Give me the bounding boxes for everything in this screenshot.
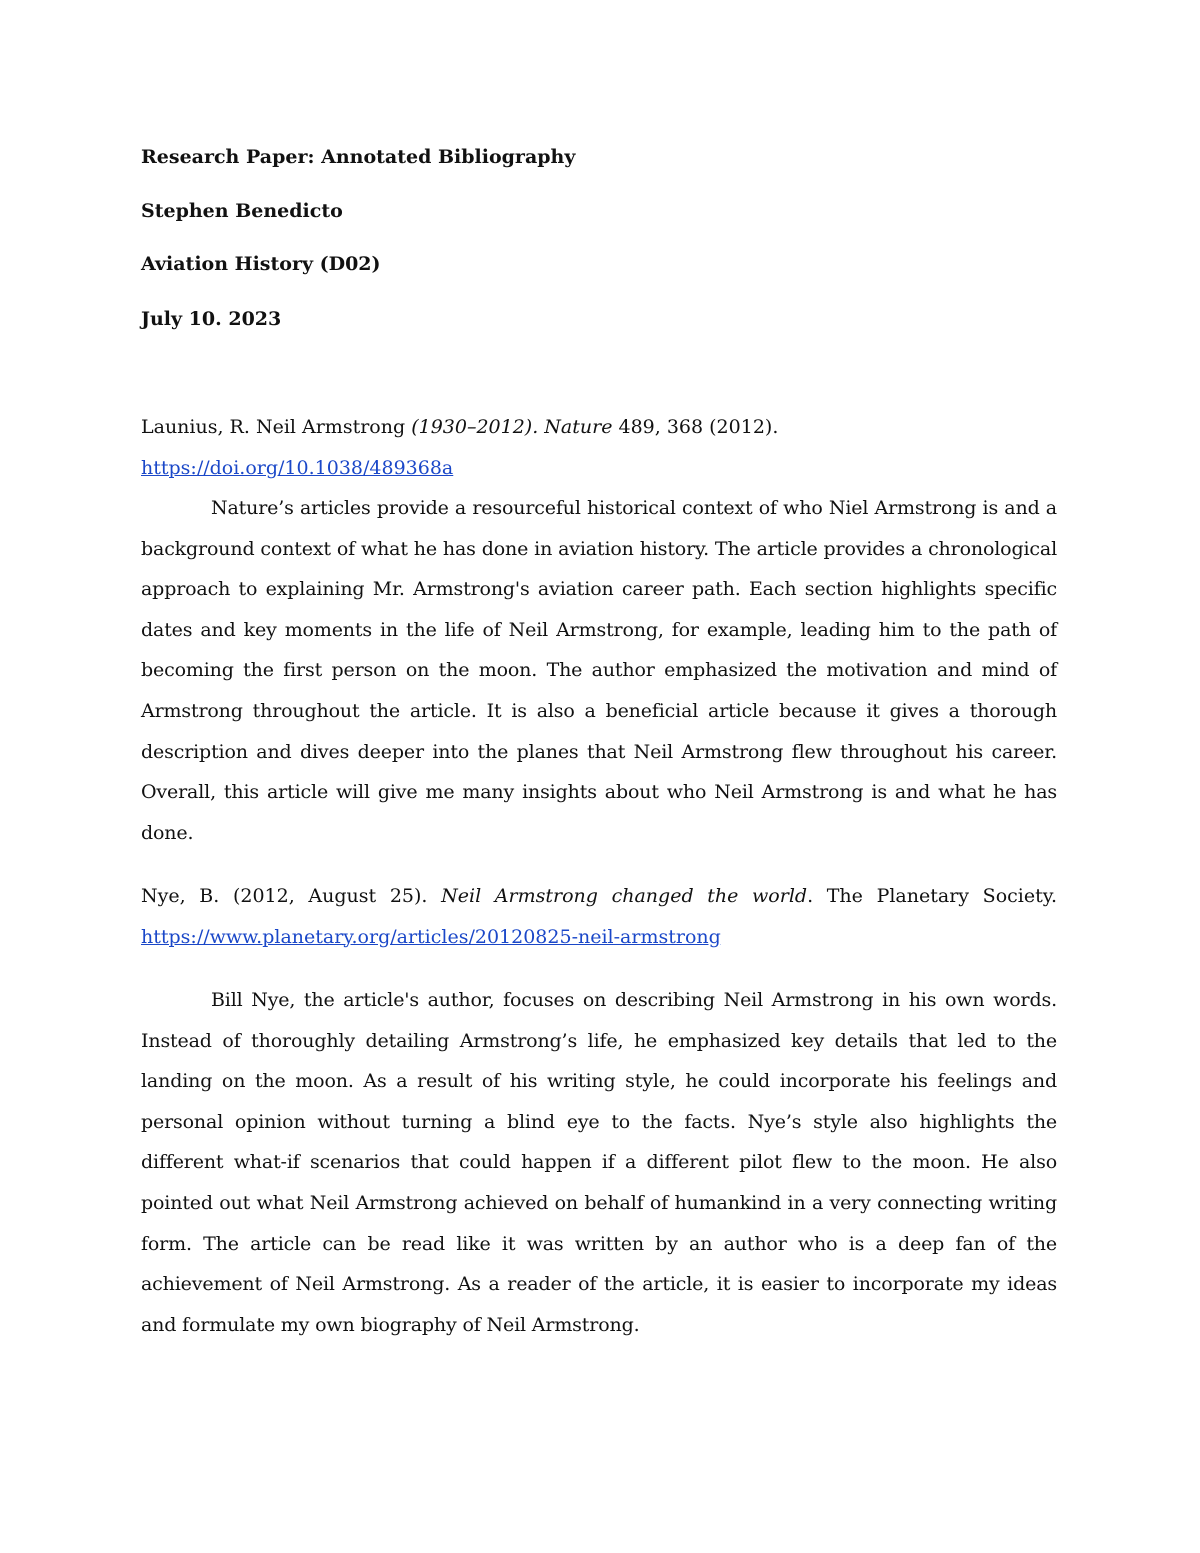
annotation-2: Bill Nye, the article's author, focuses on describing Neil Armstrong in his own words. Instead of thoroughly detailing Armstrong’s life, he emphasized key details that led to the landing on the moon. As a result of his writing style, he could incorporate his feelings and personal opinion without turning a blind eye to the facts. Nye’s style also highlights the different what-if scenarios that could happen if a different pilot flew to the moon. He also pointed out what Neil Armstrong achieved on behalf of humankind in a very connecting writing form. The article can be read like it was written by an author who is a deep fan of the achievement of Neil Armstrong. As a reader of the article, it is easier to incorporate my ideas and formulate my own biography of Neil Armstrong. [141,989,1057,1336]
citation-2-title: Neil Armstrong changed the world [441,885,808,907]
citation-2-author: Nye, B. (2012, August 25). [141,885,442,907]
paper-date: July 10. 2023 [141,308,282,330]
author-name: Stephen Benedicto [141,200,343,222]
citation-1-source: (1930–2012). Nature [411,416,613,438]
citation-1-link[interactable]: https://doi.org/10.1038/489368a [141,456,454,479]
citation-1-details: 489, 368 (2012). [612,416,779,438]
citation-2-line [141,876,1057,917]
paper-title: Research Paper: Annotated Bibliography [141,146,576,168]
course-name: Aviation History (D02) [141,253,381,275]
citation-2-publisher: . The Planetary Society. [807,885,1057,907]
annotation-1: Nature’s articles provide a resourceful historical context of who Niel Armstrong is and a background context of what he has done in aviation history. The article provides a chronological approach to explaining Mr. Armstrong's aviation career path. Each section highlights specific dates and key moments in the life of Neil Armstrong, for example, leading him to the path of becoming the first person on the moon. The author emphasized the motivation and mind of Armstrong throughout the article. It is also a beneficial article because it gives a thorough description and dives deeper into the planes that Neil Armstrong flew throughout his career. Overall, this article will give me many insights about who Neil Armstrong is and what he has done. [141,497,1057,844]
citation-2-link[interactable]: https://www.planetary.org/articles/20120825-neil-armstrong [141,925,721,948]
citation-1 [141,407,1057,488]
citation-1-author: Launius, R. Neil Armstrong [141,416,412,438]
citation-2 [141,876,1057,957]
